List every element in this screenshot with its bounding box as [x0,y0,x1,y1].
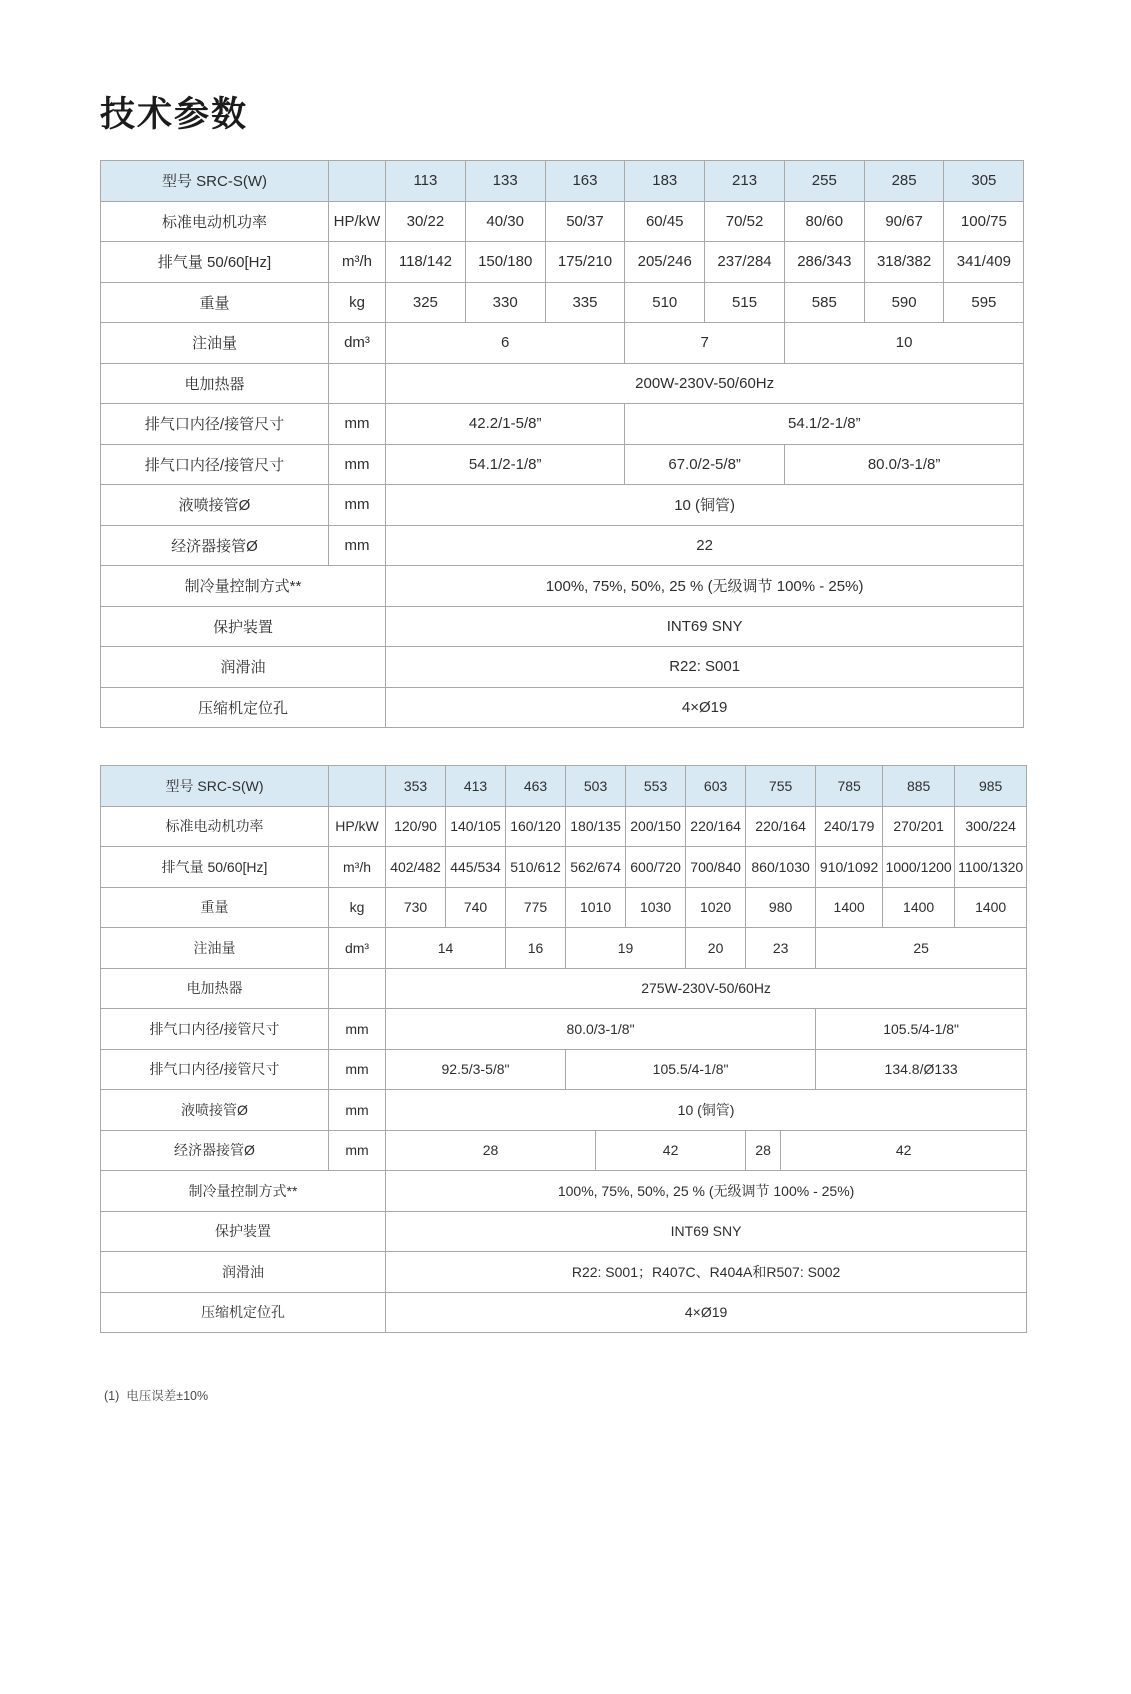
model-series-label: 型号 SRC-S(W) [101,766,329,807]
model-header-cell: 755 [746,766,816,807]
spec-value-cell: 100/75 [944,201,1024,242]
spec-value-cell: 105.5/4-1/8" [566,1049,816,1090]
spec-value-cell: 1400 [816,887,883,928]
spec-value-cell: 175/210 [545,242,625,283]
spec-value-cell: 30/22 [386,201,466,242]
spec-value-cell: 200/150 [626,806,686,847]
table-row [101,242,1024,283]
spec-value-cell: 1010 [566,887,626,928]
row-label: 排气量 50/60[Hz] [101,242,329,283]
row-label: 液喷接管Ø [101,1090,329,1131]
spec-value-cell: 80.0/3-1/8" [386,1009,816,1050]
spec-value-cell: R22: S001；R407C、R404A和R507: S002 [386,1252,1027,1293]
spec-value-cell: 510 [625,282,705,323]
table-row [101,647,1024,688]
row-label: 重量 [101,282,329,323]
row-label: 排气口内径/接管尺寸 [101,1049,329,1090]
row-label: 液喷接管Ø [101,485,329,526]
table-row [101,404,1024,445]
spec-value-cell: 515 [705,282,785,323]
spec-value-cell: 160/120 [506,806,566,847]
spec-value-cell: 10 (铜管) [386,1090,1027,1131]
spec-value-cell: 1400 [883,887,955,928]
spec-value-cell: 300/224 [955,806,1027,847]
spec-value-cell: 60/45 [625,201,705,242]
spec-value-cell: 585 [784,282,864,323]
row-label: 润滑油 [101,1252,386,1293]
spec-value-cell: 28 [746,1130,781,1171]
spec-value-cell: 730 [386,887,446,928]
model-header-cell: 113 [386,161,466,202]
table-row [101,1130,1027,1171]
row-label: 经济器接管Ø [101,1130,329,1171]
model-header-cell: 503 [566,766,626,807]
spec-value-cell: 80.0/3-1/8” [784,444,1023,485]
spec-value-cell: INT69 SNY [386,1211,1027,1252]
table-row [101,847,1027,888]
row-unit: m³/h [329,847,386,888]
spec-value-cell: 22 [386,525,1024,566]
unit-header-cell [329,766,386,807]
spec-value-cell: 200W-230V-50/60Hz [386,363,1024,404]
spec-value-cell: 180/135 [566,806,626,847]
table-row [101,968,1027,1009]
model-header-cell: 183 [625,161,705,202]
row-unit: kg [329,282,386,323]
row-label: 排气口内径/接管尺寸 [101,1009,329,1050]
row-unit: mm [329,525,386,566]
spec-value-cell: INT69 SNY [386,606,1024,647]
row-unit: dm³ [329,323,386,364]
spec-value-cell: 205/246 [625,242,705,283]
spec-value-cell: 700/840 [686,847,746,888]
datasheet-page [0,94,1131,1694]
table-row [101,1252,1027,1293]
spec-value-cell: 50/37 [545,201,625,242]
spec-value-cell: 23 [746,928,816,969]
spec-value-cell: 7 [625,323,785,364]
row-unit: mm [329,1090,386,1131]
table-row [101,282,1024,323]
spec-value-cell: 10 (铜管) [386,485,1024,526]
table-row [101,1211,1027,1252]
spec-value-cell: 16 [506,928,566,969]
table-header-row [101,766,1027,807]
spec-value-cell: 318/382 [864,242,944,283]
spec-value-cell: 20 [686,928,746,969]
row-label: 保护装置 [101,606,386,647]
spec-value-cell: 40/30 [465,201,545,242]
spec-value-cell: 42.2/1-5/8” [386,404,625,445]
model-header-cell: 133 [465,161,545,202]
spec-value-cell: 980 [746,887,816,928]
row-label: 标准电动机功率 [101,201,329,242]
row-unit [329,968,386,1009]
spec-value-cell: 860/1030 [746,847,816,888]
spec-value-cell: 220/164 [686,806,746,847]
row-label: 保护装置 [101,1211,386,1252]
page-title: 技术参数 [100,95,249,134]
spec-value-cell: 402/482 [386,847,446,888]
table-row [101,363,1024,404]
spec-value-cell: 6 [386,323,625,364]
row-unit: HP/kW [329,201,386,242]
model-header-cell: 553 [626,766,686,807]
spec-value-cell: R22: S001 [386,647,1024,688]
model-header-cell: 255 [784,161,864,202]
spec-table-large-body [101,766,1027,1333]
unit-header-cell [329,161,386,202]
table-row [101,1171,1027,1212]
spec-value-cell: 1020 [686,887,746,928]
table-row [101,887,1027,928]
table-row [101,566,1024,607]
table-row [101,1090,1027,1131]
spec-value-cell: 325 [386,282,466,323]
row-label: 注油量 [101,928,329,969]
spec-value-cell: 595 [944,282,1024,323]
row-unit: HP/kW [329,806,386,847]
footnote: (1) 电压误差±10% [104,1389,209,1403]
spec-value-cell: 237/284 [705,242,785,283]
model-header-cell: 305 [944,161,1024,202]
spec-value-cell: 445/534 [446,847,506,888]
spec-table-small-models [100,160,1024,728]
row-unit: kg [329,887,386,928]
spec-value-cell: 42 [596,1130,746,1171]
model-series-label: 型号 SRC-S(W) [101,161,329,202]
row-label: 经济器接管Ø [101,525,329,566]
spec-value-cell: 92.5/3-5/8" [386,1049,566,1090]
spec-value-cell: 1100/1320 [955,847,1027,888]
spec-value-cell: 25 [816,928,1027,969]
row-unit: mm [329,1009,386,1050]
row-label: 制冷量控制方式** [101,1171,386,1212]
row-label: 标准电动机功率 [101,806,329,847]
spec-value-cell: 118/142 [386,242,466,283]
spec-value-cell: 100%, 75%, 50%, 25 % (无级调节 100% - 25%) [386,566,1024,607]
table-row [101,806,1027,847]
table-row [101,606,1024,647]
row-unit: mm [329,485,386,526]
spec-value-cell: 100%, 75%, 50%, 25 % (无级调节 100% - 25%) [386,1171,1027,1212]
row-label: 压缩机定位孔 [101,1292,386,1333]
spec-value-cell: 19 [566,928,686,969]
spec-value-cell: 140/105 [446,806,506,847]
model-header-cell: 285 [864,161,944,202]
spec-value-cell: 600/720 [626,847,686,888]
spec-table-large-models [100,765,1027,1333]
spec-value-cell: 590 [864,282,944,323]
spec-value-cell: 341/409 [944,242,1024,283]
spec-value-cell: 286/343 [784,242,864,283]
spec-value-cell: 1000/1200 [883,847,955,888]
row-label: 电加热器 [101,968,329,1009]
spec-value-cell: 120/90 [386,806,446,847]
table-row [101,1009,1027,1050]
row-unit: dm³ [329,928,386,969]
table-row [101,687,1024,728]
spec-value-cell: 330 [465,282,545,323]
spec-value-cell: 105.5/4-1/8" [816,1009,1027,1050]
spec-value-cell: 740 [446,887,506,928]
row-unit: m³/h [329,242,386,283]
spec-value-cell: 510/612 [506,847,566,888]
model-header-cell: 463 [506,766,566,807]
model-header-cell: 213 [705,161,785,202]
table-row [101,928,1027,969]
spec-table-small-body [101,161,1024,728]
spec-value-cell: 150/180 [465,242,545,283]
spec-value-cell: 42 [781,1130,1027,1171]
table-header-row [101,161,1024,202]
row-unit [329,363,386,404]
spec-value-cell: 562/674 [566,847,626,888]
table-row [101,1049,1027,1090]
spec-value-cell: 134.8/Ø133 [816,1049,1027,1090]
spec-value-cell: 10 [784,323,1023,364]
table-row [101,485,1024,526]
spec-value-cell: 220/164 [746,806,816,847]
table-row [101,323,1024,364]
spec-value-cell: 80/60 [784,201,864,242]
spec-value-cell: 4×Ø19 [386,1292,1027,1333]
spec-value-cell: 910/1092 [816,847,883,888]
model-header-cell: 603 [686,766,746,807]
row-unit: mm [329,1049,386,1090]
spec-value-cell: 54.1/2-1/8” [386,444,625,485]
spec-value-cell: 67.0/2-5/8” [625,444,785,485]
spec-value-cell: 275W-230V-50/60Hz [386,968,1027,1009]
spec-value-cell: 1400 [955,887,1027,928]
row-unit: mm [329,404,386,445]
row-label: 重量 [101,887,329,928]
model-header-cell: 785 [816,766,883,807]
model-header-cell: 985 [955,766,1027,807]
row-unit: mm [329,444,386,485]
row-label: 电加热器 [101,363,329,404]
spec-value-cell: 14 [386,928,506,969]
spec-value-cell: 28 [386,1130,596,1171]
table-row [101,525,1024,566]
spec-value-cell: 4×Ø19 [386,687,1024,728]
spec-value-cell: 54.1/2-1/8” [625,404,1024,445]
spec-value-cell: 240/179 [816,806,883,847]
spec-value-cell: 90/67 [864,201,944,242]
spec-value-cell: 335 [545,282,625,323]
row-label: 排气口内径/接管尺寸 [101,444,329,485]
row-label: 压缩机定位孔 [101,687,386,728]
row-label: 排气口内径/接管尺寸 [101,404,329,445]
row-label: 制冷量控制方式** [101,566,386,607]
model-header-cell: 885 [883,766,955,807]
row-label: 注油量 [101,323,329,364]
spec-value-cell: 270/201 [883,806,955,847]
row-label: 润滑油 [101,647,386,688]
row-unit: mm [329,1130,386,1171]
table-row [101,444,1024,485]
table-row [101,201,1024,242]
spec-value-cell: 775 [506,887,566,928]
spec-value-cell: 70/52 [705,201,785,242]
spec-value-cell: 1030 [626,887,686,928]
row-label: 排气量 50/60[Hz] [101,847,329,888]
model-header-cell: 413 [446,766,506,807]
model-header-cell: 163 [545,161,625,202]
table-row [101,1292,1027,1333]
model-header-cell: 353 [386,766,446,807]
